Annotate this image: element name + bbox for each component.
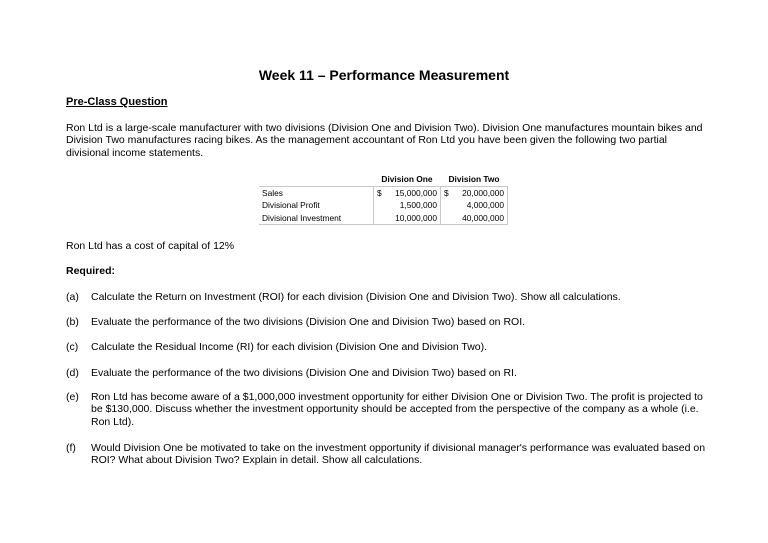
table-row — [259, 186, 508, 199]
cell-division-one — [374, 199, 441, 212]
table-row — [259, 199, 508, 212]
cell-division-one — [374, 186, 441, 199]
question-d — [66, 367, 706, 379]
cost-of-capital-text: Ron Ltd has a cost of capital of 12% — [66, 240, 235, 252]
question-f — [66, 442, 706, 467]
question-text: Ron Ltd has become aware of a $1,000,000 investment opportunity for either Division One or Division Two. The profit is projected to be $130,000. Discuss whether the investment opportunity should be accepted from the perspective of the company as a whole (i.e. Ron Ltd). — [91, 391, 703, 428]
divisional-income-table — [259, 173, 508, 225]
cell-division-one — [374, 212, 441, 225]
question-label: (e) — [66, 391, 79, 403]
question-text: Calculate the Residual Income (RI) for each division (Division One and Division Two). — [91, 341, 488, 353]
cell-value: 1,500,000 — [399, 200, 437, 210]
page-title: Week 11 – Performance Measurement — [258, 67, 510, 83]
question-b — [66, 316, 706, 328]
table-header-division-one: Division One — [374, 173, 441, 186]
question-text: Would Division One be motivated to take on the investment opportunity if divisional manager's performance was evaluated based on ROI? What about Division Two? Explain in detail. Show all calculations. — [91, 442, 706, 467]
cell-value: 10,000,000 — [395, 212, 437, 223]
table-header-blank — [259, 173, 374, 186]
row-label: Sales — [259, 186, 374, 199]
row-label: Divisional Investment — [259, 212, 374, 225]
currency-symbol: $ — [444, 187, 449, 198]
cell-value: 15,000,000 — [395, 187, 437, 198]
table-header-division-two: Division Two — [441, 173, 508, 186]
table-header-row — [259, 173, 508, 186]
question-label: (c) — [66, 341, 79, 353]
required-label: Required: — [66, 265, 116, 277]
row-label: Divisional Profit — [259, 199, 374, 212]
intro-paragraph: Ron Ltd is a large-scale manufacturer with two divisions (Division One and Division Two). Division One manufactures mountain bikes and Division Two manufactures racing bikes. As the management accountant of Ron Ltd you have been given the following two partial divisional income statements. — [66, 122, 703, 159]
question-e — [66, 391, 706, 428]
cell-value: 40,000,000 — [462, 212, 504, 223]
question-a — [66, 291, 706, 303]
cell-division-two — [441, 199, 508, 212]
cell-value: 20,000,000 — [462, 187, 504, 198]
question-label: (f) — [66, 442, 76, 454]
question-label: (a) — [66, 291, 79, 303]
cell-value: 4,000,000 — [466, 200, 504, 210]
table-row — [259, 212, 508, 225]
cell-division-two — [441, 186, 508, 199]
question-label: (d) — [66, 367, 79, 379]
question-text: Evaluate the performance of the two divisions (Division One and Division Two) based on RI. — [91, 367, 517, 379]
cell-division-two — [441, 212, 508, 225]
section-heading: Pre-Class Question — [66, 96, 168, 108]
question-text: Evaluate the performance of the two divisions (Division One and Division Two) based on ROI. — [91, 316, 526, 328]
question-text: Calculate the Return on Investment (ROI) for each division (Division One and Division Two). Show all calculations. — [91, 291, 621, 303]
question-label: (b) — [66, 316, 79, 328]
currency-symbol: $ — [377, 187, 382, 198]
question-c — [66, 341, 706, 353]
